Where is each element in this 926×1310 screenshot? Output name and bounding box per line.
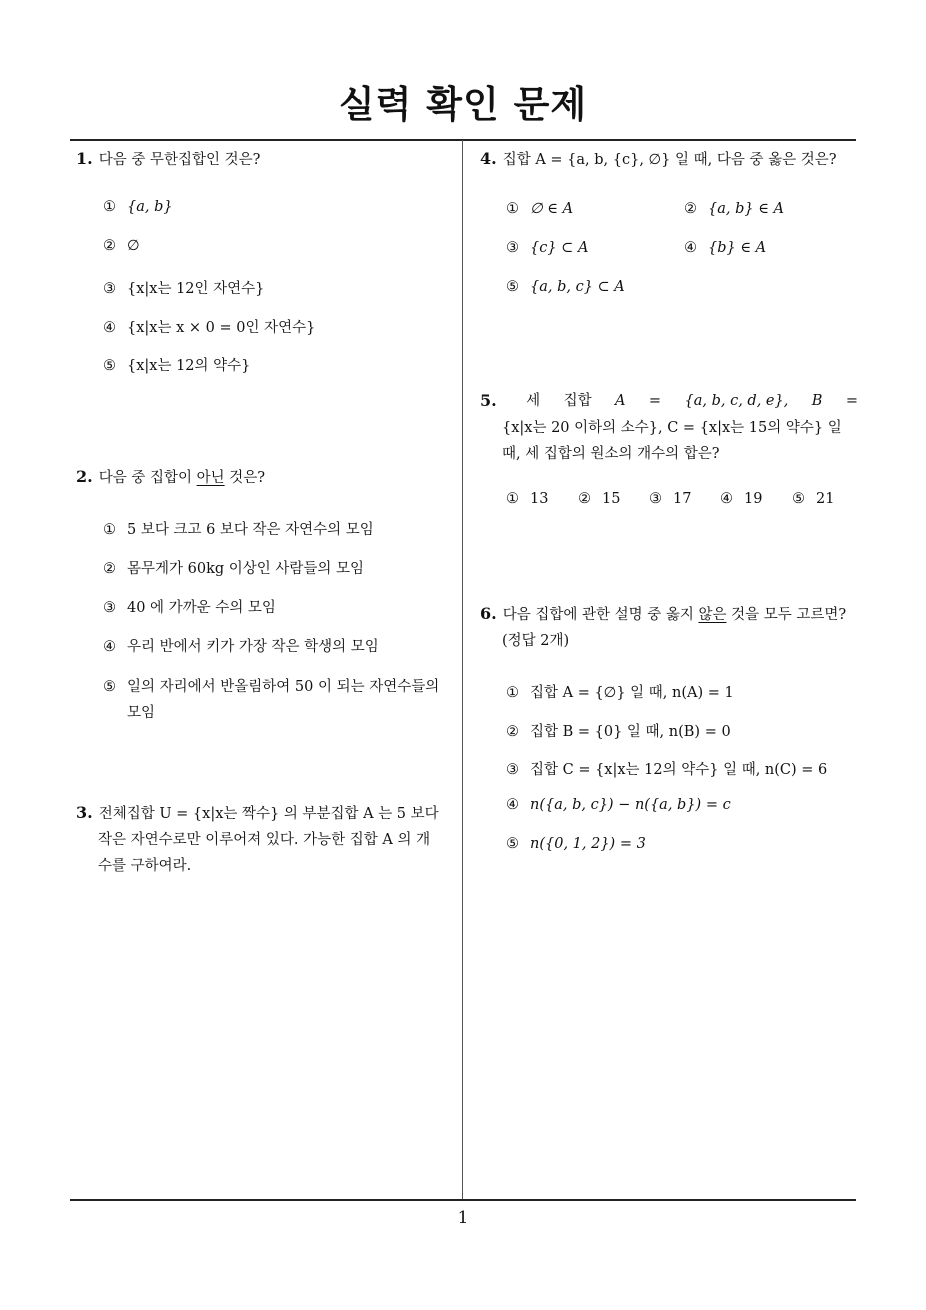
word: 집합 <box>563 393 592 409</box>
option-mark: ② <box>103 561 116 577</box>
question-text: 다음 집합에 관한 설명 중 옳지 <box>502 607 699 623</box>
option-5[interactable] <box>103 354 250 375</box>
option-text: 집합 A = {∅} 일 때, n(A) = 1 <box>530 685 734 701</box>
option-mark: ② <box>684 201 697 217</box>
question-line-3: 때, 세 집합의 원소의 개수의 합은? <box>502 446 720 462</box>
page-title: 실력 확인 문제 <box>338 83 588 126</box>
option-text: n({a, b, c}) − n({a, b}) = c <box>530 797 731 813</box>
question-text: 다음 중 무한집합인 것은? <box>98 152 261 168</box>
option-3[interactable] <box>103 277 264 298</box>
question-1 <box>76 146 260 173</box>
question-number: 2. <box>76 467 93 486</box>
option-2[interactable] <box>103 557 364 578</box>
question-number: 5. <box>480 391 497 410</box>
option-5[interactable] <box>792 491 834 507</box>
option-mark: ③ <box>103 600 116 616</box>
option-mark: ③ <box>506 240 519 256</box>
option-text: {c} ⊂ A <box>530 240 589 256</box>
option-4[interactable] <box>684 240 766 256</box>
option-mark: ② <box>578 491 591 507</box>
top-rule <box>70 139 856 141</box>
question-5 <box>480 388 858 467</box>
option-4[interactable] <box>720 491 762 507</box>
option-text: 40 에 가까운 수의 모임 <box>127 600 276 616</box>
option-text-continued: 모임 <box>127 705 156 721</box>
question-text: 집합 A = {a, b, {c}, ∅} 일 때, 다음 중 옳은 것은? <box>502 152 837 168</box>
option-text: 집합 B = {0} 일 때, n(B) = 0 <box>530 724 731 740</box>
page-number: 1 <box>457 1208 469 1228</box>
option-5[interactable] <box>506 279 625 295</box>
option-mark: ③ <box>506 762 519 778</box>
option-mark: ⑤ <box>506 279 519 295</box>
option-text: 19 <box>744 491 763 507</box>
option-3[interactable] <box>649 491 691 507</box>
option-mark: ④ <box>720 491 733 507</box>
option-text: ∅ <box>127 238 140 254</box>
question-line-1: 전체집합 U = {x|x는 짝수} 의 부분집합 A 는 5 보다 <box>98 806 439 822</box>
question-6 <box>480 601 860 654</box>
option-text: {x|x는 12의 약수} <box>127 358 251 374</box>
option-mark: ⑤ <box>792 491 805 507</box>
question-number: 4. <box>480 149 497 168</box>
option-text: {b} ∈ A <box>708 240 767 256</box>
option-5[interactable] <box>103 674 439 726</box>
option-mark: ② <box>506 724 519 740</box>
option-mark: ② <box>103 238 116 254</box>
option-text: 13 <box>530 491 549 507</box>
option-text: {x|x는 12인 자연수} <box>127 281 265 297</box>
option-2[interactable] <box>103 238 140 254</box>
option-2[interactable] <box>506 720 731 741</box>
underlined-word: 아닌 <box>196 470 225 486</box>
question-text-tail: 것은? <box>224 470 265 486</box>
option-text: 몸무게가 60kg 이상인 사람들의 모임 <box>127 561 365 577</box>
option-mark: ③ <box>103 281 116 297</box>
option-text: {a, b} <box>127 199 173 215</box>
option-text: ∅ ∈ A <box>530 201 574 217</box>
option-4[interactable] <box>103 635 379 656</box>
question-text-tail: 것을 모두 고르면? <box>726 607 847 623</box>
option-text: {x|x는 x × 0 = 0인 자연수} <box>127 320 316 336</box>
option-mark: ④ <box>103 639 116 655</box>
option-2[interactable] <box>684 201 784 217</box>
option-text: 15 <box>602 491 621 507</box>
bottom-rule <box>70 1199 856 1201</box>
word: A <box>615 393 626 409</box>
option-text: 집합 C = {x|x는 12의 약수} 일 때, n(C) = 6 <box>530 762 828 778</box>
option-mark: ④ <box>684 240 697 256</box>
option-mark: ④ <box>506 797 519 813</box>
question-line-2: {x|x는 20 이하의 소수}, C = {x|x는 15의 약수} 일 <box>502 420 842 436</box>
question-text: 다음 중 집합이 <box>98 470 197 486</box>
option-text: {a, b} ∈ A <box>708 201 785 217</box>
option-text: 우리 반에서 키가 가장 작은 학생의 모임 <box>127 639 379 655</box>
question-number: 3. <box>76 803 93 822</box>
column-divider <box>462 140 463 1200</box>
option-mark: ① <box>506 491 519 507</box>
question-2 <box>76 464 265 491</box>
option-mark: ① <box>506 685 519 701</box>
word: = <box>845 393 858 409</box>
option-3[interactable] <box>506 240 588 256</box>
option-mark: ⑤ <box>103 679 116 695</box>
word: = <box>648 393 662 409</box>
option-mark: ① <box>103 199 116 215</box>
option-1[interactable] <box>506 201 573 217</box>
option-2[interactable] <box>578 491 620 507</box>
question-note: (정답 2개) <box>502 633 570 649</box>
option-mark: ⑤ <box>506 836 519 852</box>
option-mark: ③ <box>649 491 662 507</box>
question-3 <box>76 800 456 879</box>
option-3[interactable] <box>103 596 276 617</box>
option-4[interactable] <box>506 797 731 813</box>
option-text: {a, b, c} ⊂ A <box>530 279 625 295</box>
option-mark: ⑤ <box>103 358 116 374</box>
question-line-1 <box>480 388 858 415</box>
question-number: 1. <box>76 149 93 168</box>
option-4[interactable] <box>103 316 315 337</box>
word: {a, b, c, d, e}, <box>684 393 789 409</box>
word: 세 <box>526 393 541 409</box>
question-line-2: 작은 자연수로만 이루어져 있다. 가능한 집합 A 의 개 <box>98 832 431 848</box>
underlined-word: 않은 <box>698 607 727 623</box>
option-mark: ① <box>506 201 519 217</box>
option-3[interactable] <box>506 758 827 779</box>
option-1[interactable] <box>103 518 374 539</box>
option-mark: ① <box>103 522 116 538</box>
option-text: 일의 자리에서 반올림하여 50 이 되는 자연수들의 <box>127 679 440 695</box>
question-number: 6. <box>480 604 497 623</box>
question-4 <box>480 146 837 173</box>
option-1[interactable] <box>506 681 734 702</box>
option-1[interactable] <box>506 491 548 507</box>
option-1[interactable] <box>103 199 173 215</box>
word: B <box>811 393 823 409</box>
option-text: n({0, 1, 2}) = 3 <box>530 836 646 852</box>
option-mark: ④ <box>103 320 116 336</box>
option-text: 21 <box>816 491 835 507</box>
question-line-3: 수를 구하여라. <box>98 858 192 874</box>
option-text: 17 <box>673 491 692 507</box>
option-text: 5 보다 크고 6 보다 작은 자연수의 모임 <box>127 522 374 538</box>
option-5[interactable] <box>506 836 646 852</box>
